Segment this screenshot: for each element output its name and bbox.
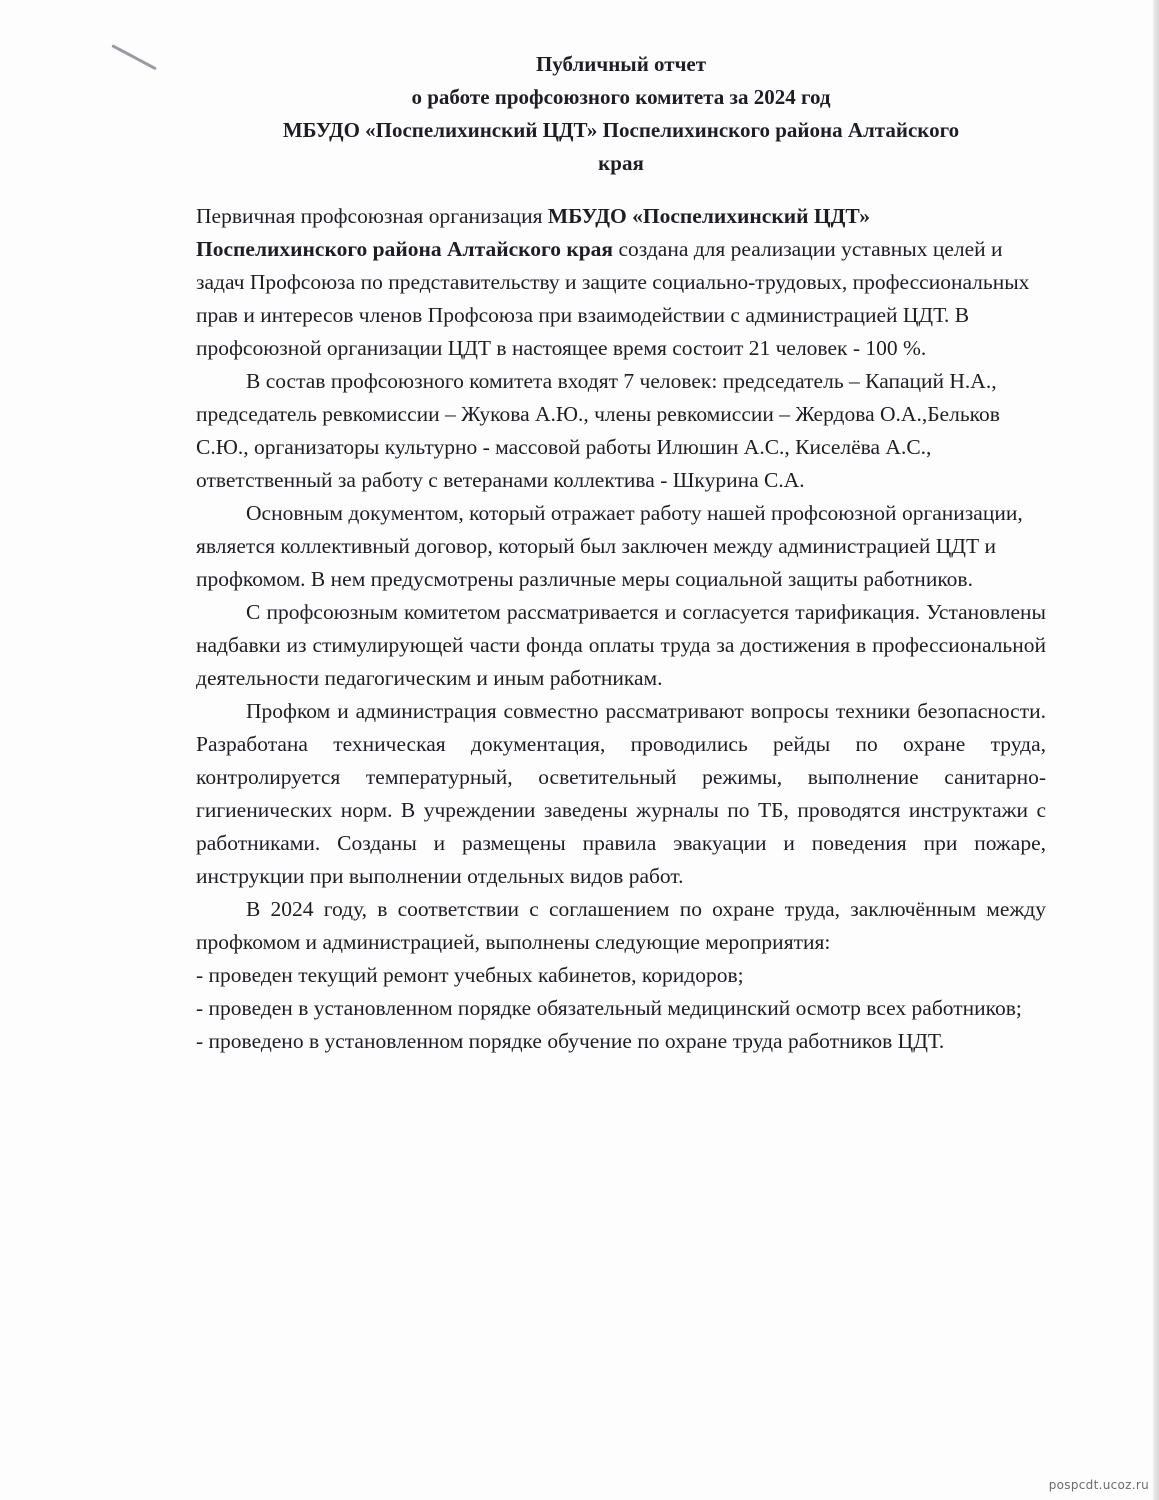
paragraph-organization-rest: создана для реализации уставных целей и задач Профсоюза по представительству и защите социально-трудовых, профессиональных прав и интересов членов Профсоюза при взаимодействии с администрацией ЦДТ. В профсоюзной организации ЦДТ в настоящее время состоит 21 человек - 100 %. [196, 237, 1030, 360]
scan-edge-shadow [1153, 0, 1159, 1500]
list-item: - проведено в установленном порядке обучение по охране труда работников ЦДТ. [196, 1029, 945, 1053]
paragraph-safety: Профком и администрация совместно рассматривают вопросы техники безопасности. Разработана техническая документация, проводились рейды по охране труда, контролируется температурный, осветительный режимы, выполнение санитарно-гигиенических норм. В учреждении заведены журналы по ТБ, проводятся инструктажи с работниками. Созданы и размещены правила эвакуации и поведения при пожаре, инструкции при выполнении отдельных видов работ. [196, 699, 1046, 888]
pen-stroke-mark [111, 44, 157, 70]
document-body [196, 48, 1046, 1058]
title-line-3: МБУДО «Поспелихинский ЦДТ» Поспелихинского района Алтайского [282, 118, 960, 142]
list-item: - проведен в установленном порядке обязательный медицинский осмотр всех работников; [196, 996, 1022, 1020]
paragraph-measures: В 2024 году, в соответствии с соглашением по охране труда, заключённым между профкомом и администрацией, выполнены следующие мероприятия: [196, 897, 1046, 954]
paragraph-organization-lead: Первичная профсоюзная организация [196, 204, 548, 228]
measures-list [196, 959, 1046, 1058]
paragraph-organization [196, 200, 1046, 365]
list-item: - проведен текущий ремонт учебных кабинетов, коридоров; [196, 963, 744, 987]
title-line-2: о работе профсоюзного комитета за 2024 год [411, 85, 831, 109]
document-title [196, 48, 1046, 180]
title-line-1: Публичный отчет [535, 52, 707, 76]
title-line-4: края [598, 151, 644, 175]
paragraph-collective-agreement: Основным документом, который отражает работу нашей профсоюзной организации, является коллективный договор, который был заключен между администрацией ЦДТ и профкомом. В нем предусмотрены различные меры социальной защиты работников. [196, 501, 1023, 591]
organization-name: МБУДО «Поспелихинский ЦДТ» Поспелихинского района Алтайского края [196, 204, 870, 261]
site-watermark: pospcdt.ucoz.ru [1048, 1478, 1149, 1492]
paragraph-committee: В состав профсоюзного комитета входят 7 человек: председатель – Капаций Н.А., председатель ревкомиссии – Жукова А.Ю., члены ревкомиссии – Жердова О.А.,Бельков С.Ю., организаторы культурно - массовой работы Илюшин А.С., Киселёва А.С., ответственный за работу с ветеранами коллектива - Шкурина С.А. [196, 369, 1000, 492]
paragraph-tariffing: С профсоюзным комитетом рассматривается и согласуется тарификация. Установлены надбавки из стимулирующей части фонда оплаты труда за достижения в профессиональной деятельности педагогическим и иным работникам. [196, 600, 1046, 690]
